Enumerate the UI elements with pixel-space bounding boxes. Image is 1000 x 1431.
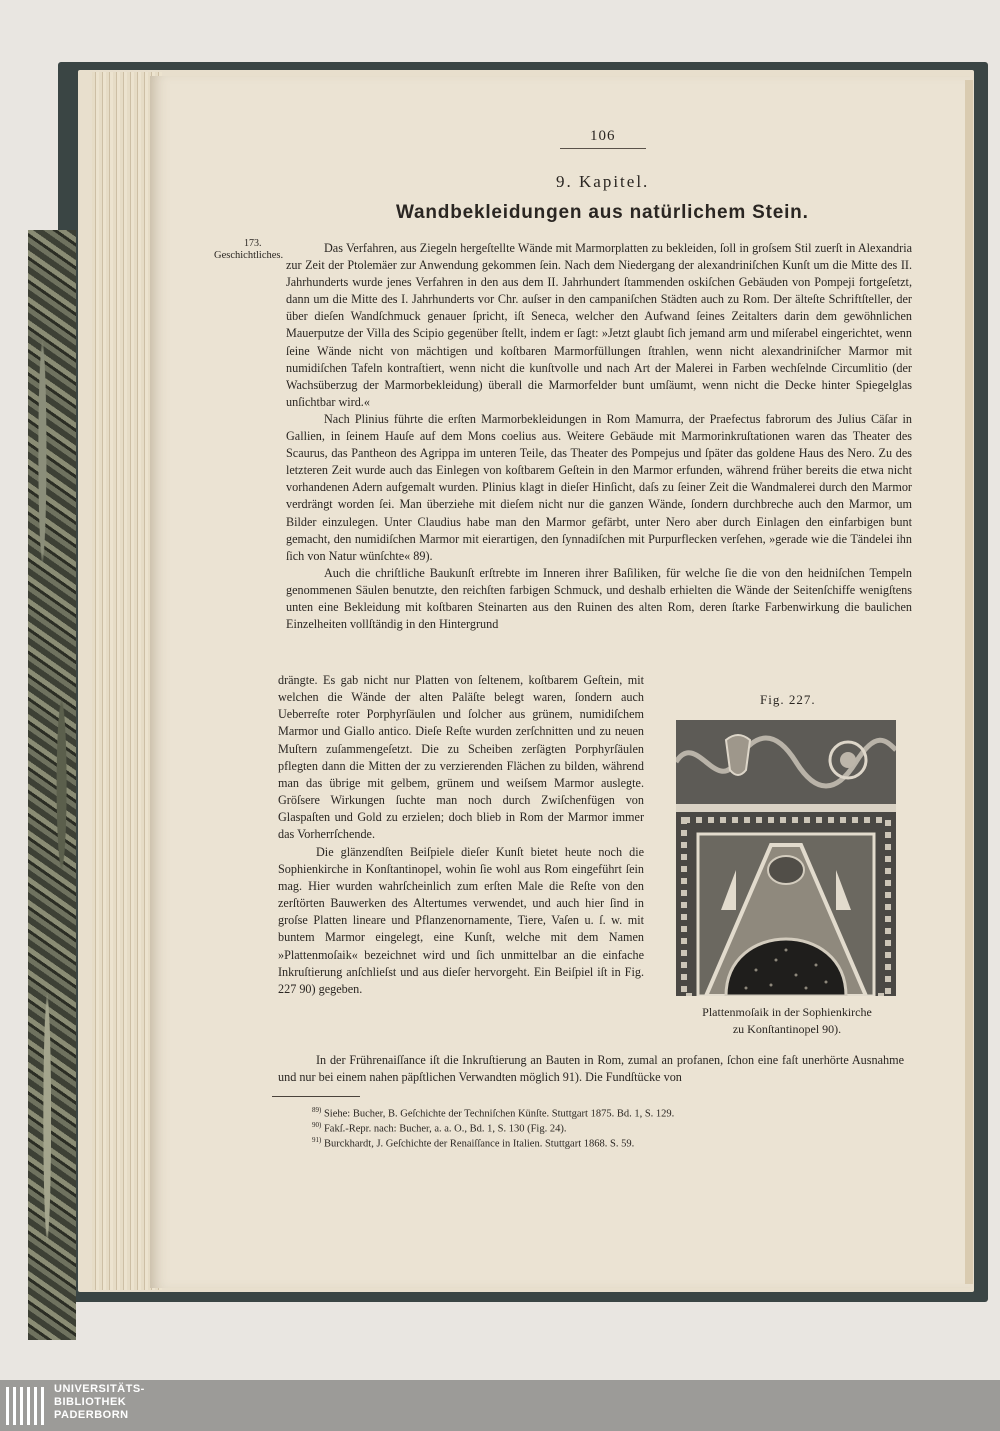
footnote-text: Burckhardt, J. Geſchichte der Renaiſſance in Italien. Stuttgart 1868. S. 59. [323,1138,635,1150]
footnote-text: Fakſ.-Repr. nach: Bucher, a. a. O., Bd. 1, S. 130 (Fig. 24). [323,1123,567,1135]
caption-line: zu Konſtantinopel 90). [732,1022,842,1036]
paragraph: Das Verfahren, aus Ziegeln hergeſtellte Wände mit Marmorplatten zu bekleiden, ſoll in groſsem Stil zuerſt in Alexandria zur Zeit der Ptolemäer zur Anwendung gekommen ſein. Nach dem Niedergang der alexandriniſchen Kunſt um die Mitte des II. Jahrhunderts wurde jenes Verfahren in den aus dem II. Jahrhundert ſtammenden oskiſchen Gebäuden von Pompeji fortgeſetzt, dann um die Mitte des I. Jahrhunderts vor Chr. auſser in den campaniſchen Städten auch zu Rom. Der älteſte Schriftſteller, der über dieſen Wandſchmuck genauer ſpricht, iſt Seneca, welcher den Aufwand ſeines Zeitalters darin dem gewöhnlichen Mauerputze der Villa des Scipio gegenüber ſtellt, indem er ſagt: »Jetzt glaubt ſich jemand arm und miſerabel eingerichtet, wenn ſeine Wände nicht von mächtigen und koſtbaren Marmorfüllungen ſtrahlen, wenn nicht alexandriniſcher Marmor mit numidiſchen Tafeln kontraſtiert, wenn nicht die kunſtvolle und nach Art der Malerei in Farben wechſelnde Circumlitio (der Wachsüberzug der Marmorbekleidung) überall die Marmorfelder bunt umſäumt, wenn nicht die Decke hinter Spiegelglas unſichtbar wird.« [286,241,912,409]
paragraph: Auch die chriſtliche Baukunſt erſtrebte im Inneren ihrer Baſiliken, für welche ſie die von den heidniſchen Tempeln genommenen Säulen benutzte, den reichſten farbigen Schmuck, und deshalb erhielten die Wände der Seitenſchiffe wenigſtens unten eine Bekleidung mit koſtbaren Steinarten aus den Ruinen des alten Rom, deren ſtarke Farbenwirkung die baulichen Einzelheiten vollſtändig in den Hintergrund [286,565,912,632]
figure-caption [664,1004,910,1038]
chapter-heading: 9. Kapitel. [556,172,650,191]
marbled-endpaper [28,230,76,1340]
mosaic-figure [676,720,896,996]
footnote-number: 91) [312,1136,322,1144]
paragraph: Die glänzendſten Beiſpiele dieſer Kunſt bietet heute noch die Sophienkirche in Konſtantinopel, wohin ſie wohl aus Rom eingeführt ſein mag. Hier wurden wahrſcheinlich zum erſten Male die Reſte von den zerſtörten Bauwerken des Altertumes verwendet, und auch hier ſind in groſse Platten lineare und Pflanzenornamente, Tiere, Vaſen u. ſ. w. mit buntem Marmor eingelegt, eine Kunſt, welche mit dem Namen »Plattenmoſaik« bezeichnet wird und ſich unmittelbar an die einfache Inkruſtierung anſchlieſst und aus dieſer hervorgeht. Ein Beiſpiel iſt in Fig. 227 90) gegeben. [278,844,644,996]
main-text [286,240,912,633]
library-name-line: BIBLIOTHEK [54,1396,127,1408]
library-logo-icon [6,1387,48,1425]
page-right-edge [965,80,973,1284]
library-name-line: PADERBORN [54,1409,129,1421]
figure-label: Fig. 227. [760,692,816,707]
footnote [312,1121,566,1135]
page-number-rule [560,148,646,149]
paragraph: drängte. Es gab nicht nur Platten von ſeltenem, koſtbarem Geſtein, mit welchen die Wände der alten Paläſte belegt waren, ſondern auch Ueberreſte roter Porphyrſäulen und ſolcher aus grünem, numidiſchem Marmor und Giallo antico. Dieſe Reſte wurden zerſchnitten und zu neuen Muſtern zuſammengeſetzt. Die zu Scheiben zerſägten Porphyrſäulen pflegten dann die Mitten der zu verzierenden Flächen zu bilden, während man das übrige mit gelbem, grünem und weiſsem Marmor auslegte. Gröſsere Wirkungen ſuchte man noch durch Zwiſchenfügen von Glaspaſten und Gold zu erzielen; doch blieb in Rom der Marmor immer das Vorherrſchende. [278,673,644,842]
footnote-rule [272,1096,360,1097]
footnote-number: 90) [312,1121,322,1129]
library-name-line: UNIVERSITÄTS- [54,1383,145,1395]
mosaic-illustration [676,720,896,996]
footnote [312,1136,634,1150]
paragraph: Nach Plinius führte die erſten Marmorbekleidungen in Rom Mamurra, der Praefectus fabrorum des Julius Cäſar in Gallien, in ſeinem Hauſe auf dem Mons coelius aus. Weitere Gebäude mit Marmorinkruſtationen waren das Theater des Scaurus, das Pantheon des Agrippa im unteren Teile, das Theater des Pompejus und ſpäter das goldene Haus des Nero. Zu des letzteren Zeit wurde auch das Einlegen von koſtbarem Geſtein in den Marmor erfunden, während früher bereits die etwa nicht vorhandenen Adern aufgemalt wurden. Plinius klagt in dieſer Hinſicht, daſs zu ſeiner Zeit die Wandmalerei durch den Marmor verdrängt worden ſei. Man überziehe mit dieſem nicht nur die ganzen Wände, ſondern durchbreche auch den Marmor, um Bilder einzulegen. Unter Claudius habe man den Marmor gefärbt, unter Nero aber durch Einlagen den einfarbigen bunt gemacht, den numidiſchen Marmor mit eierartigen, den ſynnadiſchen mit Purpurflecken verſehen, »gerade wie die Tändelei ihn ſich von Natur wünſchte« 89). [286,411,912,563]
footnote-number: 89) [312,1106,322,1114]
column-text [278,672,644,998]
margin-note-number: 173. [244,238,262,249]
page-title: Wandbekleidungen aus natürlichem Stein. [396,202,809,223]
margin-note-label: Geschichtliches. [214,250,284,261]
tail-text [278,1052,904,1086]
paragraph: In der Frührenaiſſance iſt die Inkruſtierung an Bauten in Rom, zumal an profanen, ſchon eine faſt unerhörte Ausnahme und nur bei einem nahen päpſtlichen Verwandten möglich 91). Die Fundſtücke von [278,1053,904,1085]
footnote [312,1106,674,1120]
caption-line: Plattenmoſaik in der Sophienkirche [702,1005,872,1019]
library-footer-bar [0,1380,1000,1431]
page-number: 106 [590,128,616,144]
footnote-text: Siehe: Bucher, B. Geſchichte der Techniſchen Künſte. Stuttgart 1875. Bd. 1, S. 129. [323,1108,675,1120]
